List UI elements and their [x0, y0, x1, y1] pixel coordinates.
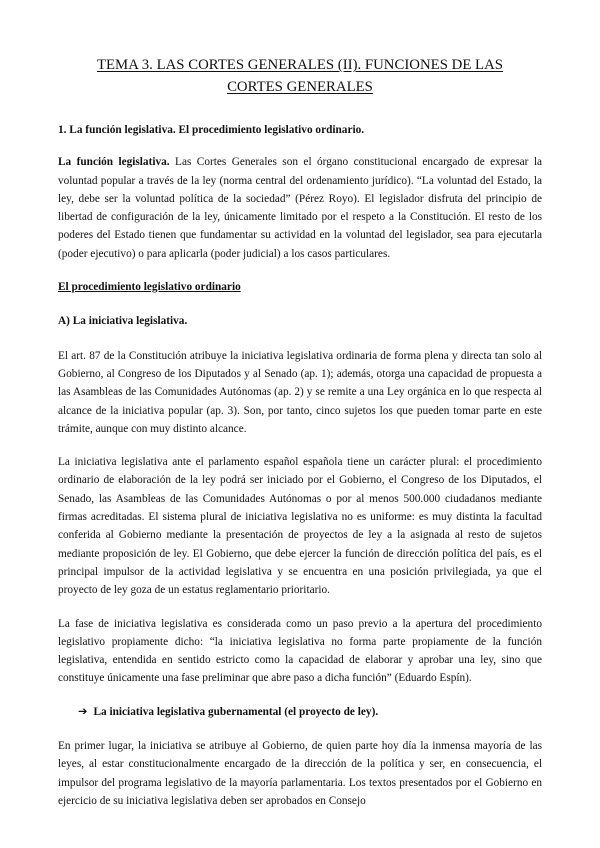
paragraph-fase-iniciativa: La fase de iniciativa legislativa es considerada como un paso previo a la apertura del procedimiento legislativo propiamente dicho: “la iniciativa legislativa no forma parte propiamente de la función legislativa, entendida en sentido estricto como la capacidad de elaborar y aprobar una ley, sino que constituye únicamente una fase preliminar que abre paso a dicha función” (Eduardo Espín).: [58, 617, 542, 685]
paragraph-text: Las Cortes Generales son el órgano constitucional encargado de expresar la voluntad popular a través de la ley (norma central del ordenamiento jurídico). “La voluntad del Estado, la ley, debe ser la voluntad política de la sociedad” (Pérez Royo). El legislador disfruta del principio de libertad de configuración de la ley, únicamente limitado por el respeto a la Constitución. El resto de los poderes del Estado tienen que fundamentar su actividad en la voluntad del legislador, sea para ejecutarla (poder ejecutivo) o para aplicarla (poder judicial) a los casos particulares.: [58, 156, 542, 260]
paragraph-iniciativa-plural: La iniciativa legislativa ante el parlamento español española tiene un carácter plural: el procedimiento ordinario de elaboración de la ley podrá ser iniciado por el Gobierno, el Congreso de los Diputados, el Senado, las Asambleas de las Comunidades Autónomas o por al menos 500.000 ciudadanos mediante firmas acreditadas. El sistema plural de iniciativa legislativa no es uniforme: es muy distinta la facultad conferida al Gobierno mediante la presentación de proyectos de ley a la asignada al resto de sujetos mediante proposición de ley. El Gobierno, que debe ejercer la función de dirección política del país, es el principal impulsor de la actividad legislativa y se encuentra en una posición privilegiada, ya que el proyecto de ley goza de un estatus reglamentario prioritario.: [58, 456, 542, 597]
page-title: TEMA 3. LAS CORTES GENERALES (II). FUNCIONES DE LAS CORTES GENERALES: [96, 57, 504, 95]
bullet-heading: [58, 703, 542, 721]
paragraph-funcion-legislativa: [58, 153, 542, 263]
paragraph-lead: La función legislativa.: [58, 156, 170, 169]
bullet-heading-text: La iniciativa legislativa gubernamental (el proyecto de ley).: [93, 705, 379, 718]
arrow-right-icon: ➔: [78, 704, 88, 718]
subsection-heading: El procedimiento legislativo ordinario: [58, 281, 241, 294]
subsection-a-heading: A) La iniciativa legislativa.: [58, 315, 188, 328]
paragraph-art-87: El art. 87 de la Constitución atribuye la iniciativa legislativa ordinaria de forma plena y directa tan solo al Gobierno, al Congreso de los Diputados y al Senado (ap. 1); además, otorga una capacidad de propuesta a las Asambleas de las Comunidades Autónomas (ap. 2) y se remite a una Ley orgánica en lo que respecta al alcance de la iniciativa popular (ap. 3). Son, por tanto, cinco sujetos los que pueden tomar parte en este trámite, aunque con muy distinto alcance.: [58, 349, 542, 435]
paragraph-gobierno: En primer lugar, la iniciativa se atribuye al Gobierno, de quien parte hoy día la inmensa mayoría de las leyes, al estar constitucionalmente encargado de la dirección de la política y ser, en consecuencia, el impulsor del programa legislativo de la mayoría parlamentaria. Los textos presentados por el Gobierno en ejercicio de su iniciativa legislativa deben ser aprobados en Consejo: [58, 740, 542, 807]
section-heading: 1. La función legislativa. El procedimiento legislativo ordinario.: [58, 124, 365, 136]
